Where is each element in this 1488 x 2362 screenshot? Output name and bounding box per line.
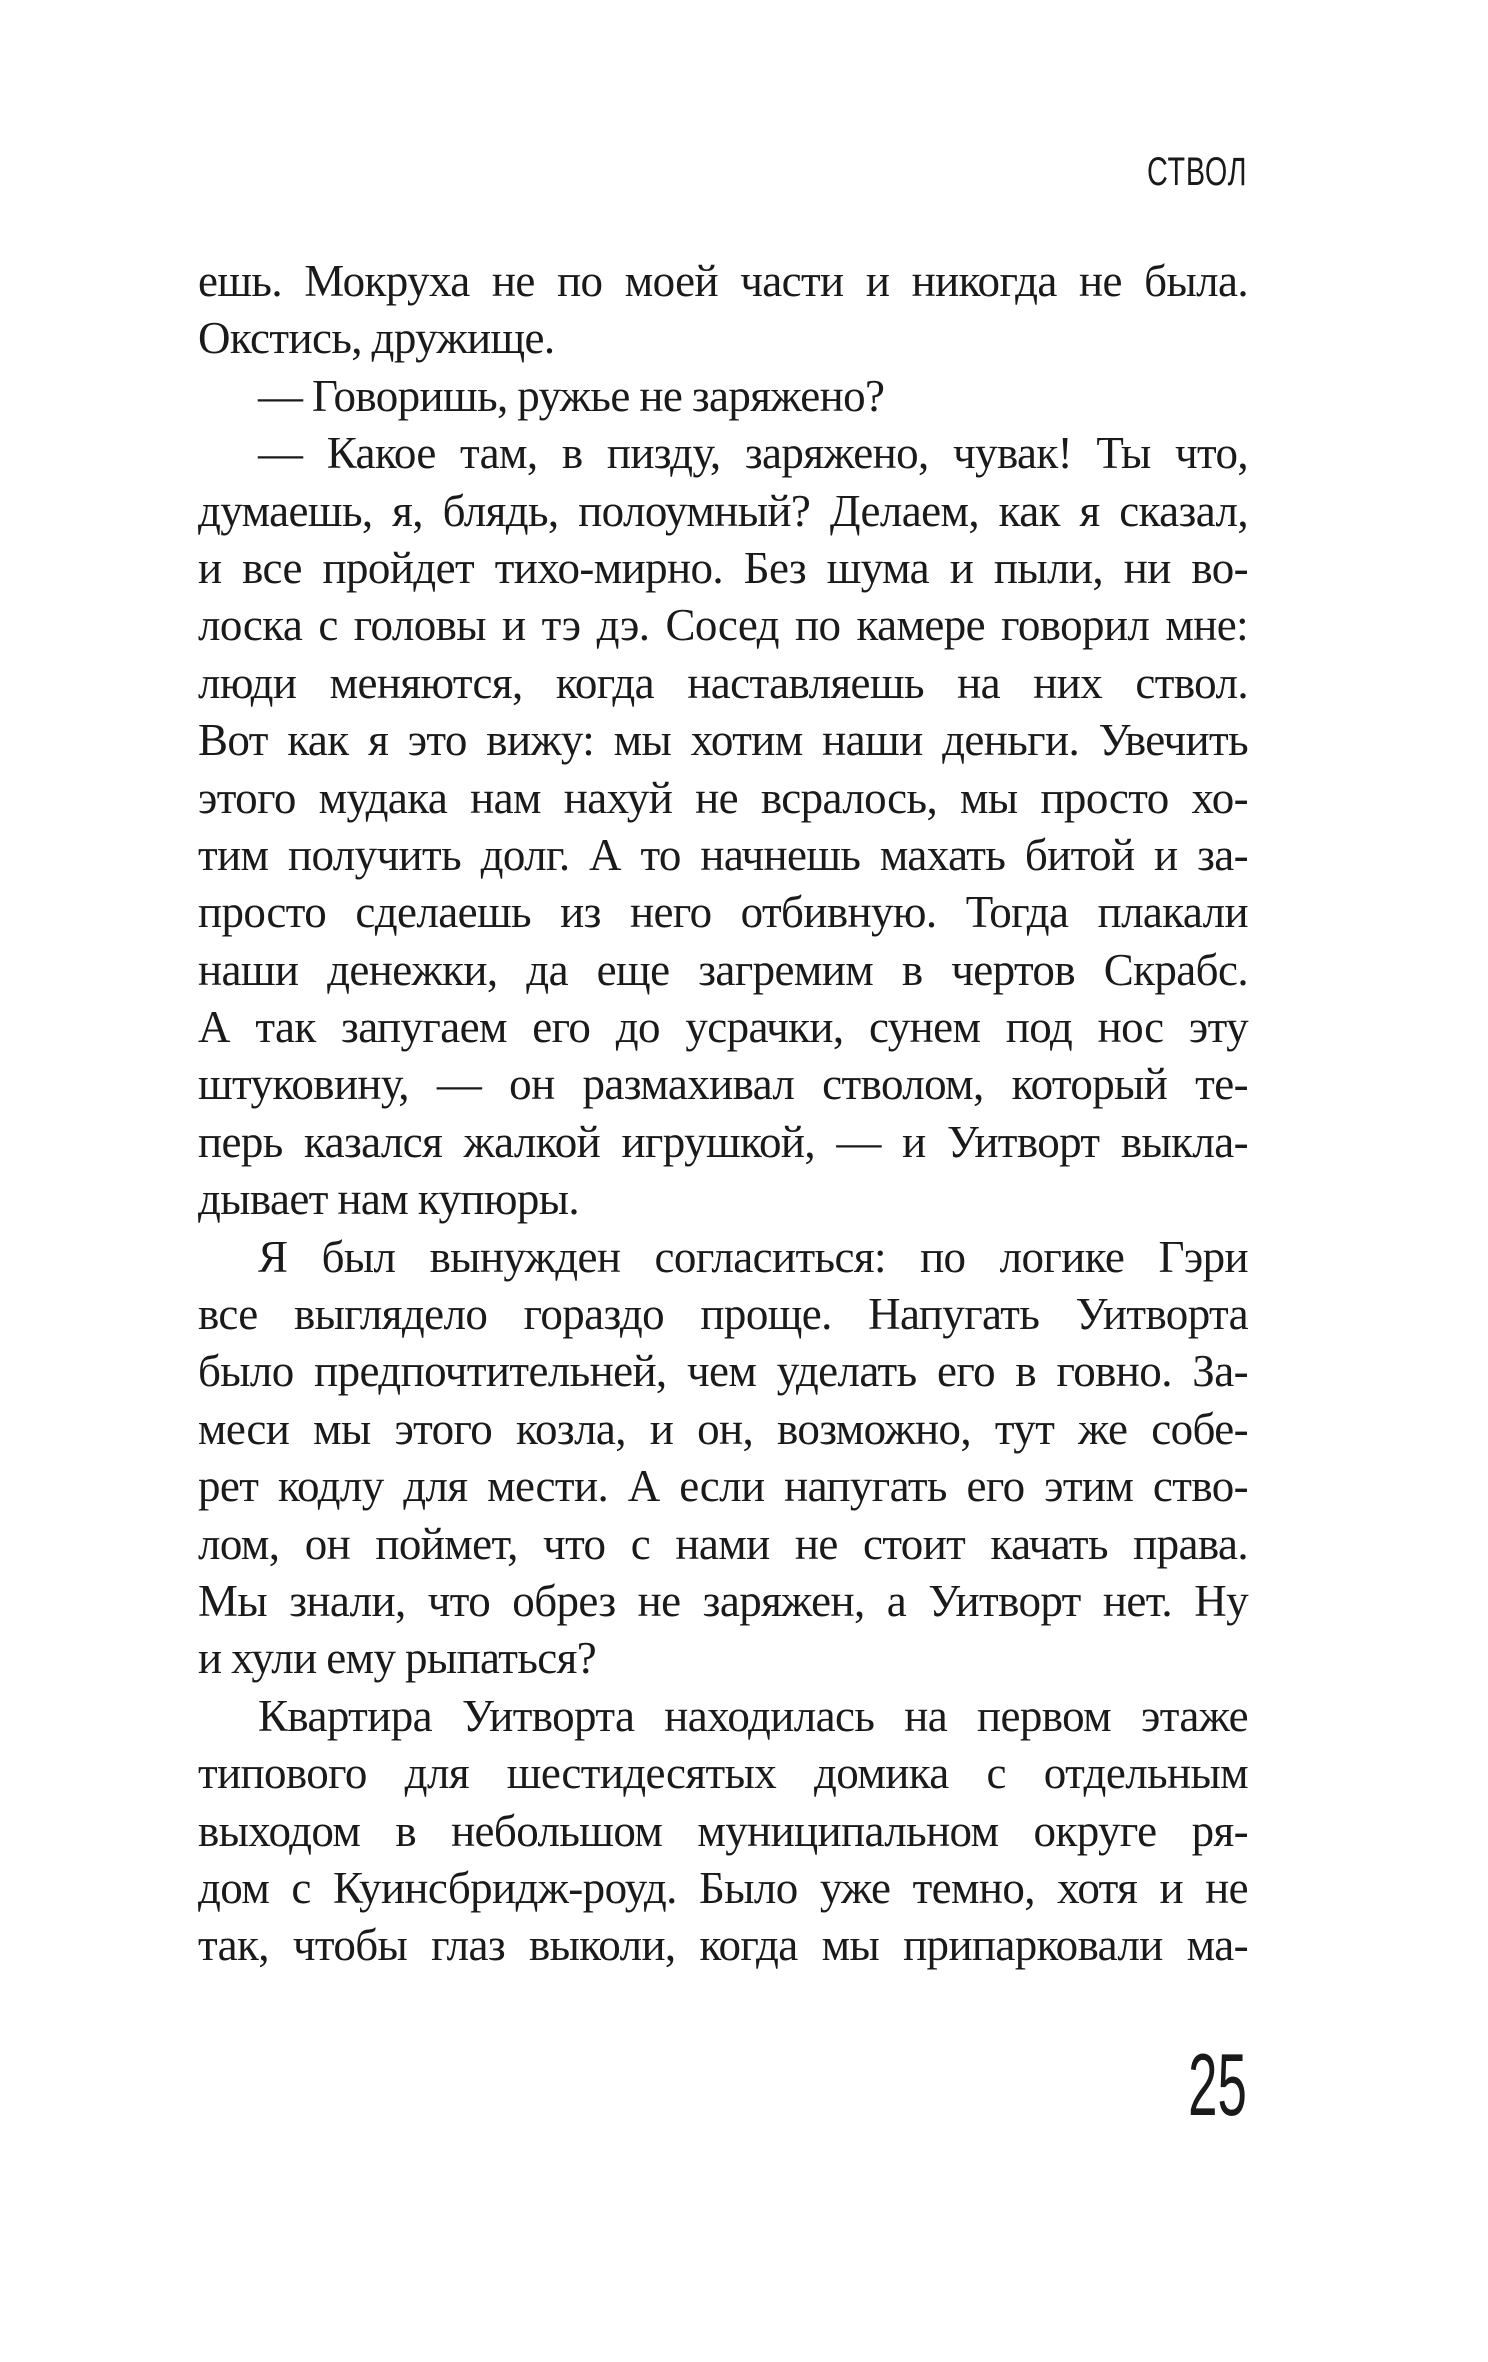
text-line: и все пройдет тихо-мирно. Без шума и пыли, ни во-	[198, 542, 1248, 593]
text-line: — Какое там, в пизду, заряжено, чувак! Ты что,	[258, 428, 1248, 479]
text-line: типового для шестидесятых домика с отдельным	[198, 1748, 1248, 1799]
text-line: лоска с головы и тэ дэ. Сосед по камере говорил мне:	[198, 600, 1248, 651]
text-line: дом с Куинсбридж-роуд. Было уже темно, хотя и не	[198, 1862, 1248, 1913]
text-line: просто сделаешь из него отбивную. Тогда плакали	[198, 887, 1248, 938]
text-line: рет кодлу для мести. А если напугать его этим ство-	[198, 1461, 1248, 1512]
text-line: Я был вынужден согласиться: по логике Гэри	[258, 1231, 1248, 1282]
text-line: люди меняются, когда наставляешь на них ствол.	[198, 657, 1248, 708]
text-line: и хули ему рыпаться?	[198, 1633, 597, 1684]
text-line: было предпочтительней, чем уделать его в говно. За-	[198, 1346, 1248, 1397]
text-line: Мы знали, что обрез не заряжен, а Уитворт нет. Ну	[198, 1575, 1248, 1626]
text-line: штуковину, — он размахивал стволом, который те-	[198, 1059, 1248, 1110]
text-line: тим получить долг. А то начнешь махать битой и за-	[198, 829, 1248, 880]
body-text	[198, 253, 1248, 1975]
text-line: Окстись, дружище.	[198, 313, 555, 364]
running-header: СТВОЛ	[1146, 150, 1247, 194]
text-line: так, чтобы глаз выколи, когда мы припарковали ма-	[198, 1920, 1248, 1971]
text-line: выходом в небольшом муниципальном округе ря-	[198, 1805, 1248, 1856]
page-number: 25	[1188, 2035, 1247, 2134]
text-line: наши денежки, да еще загремим в чертов Скрабс.	[198, 944, 1248, 995]
text-line: дывает нам купюры.	[198, 1174, 580, 1225]
text-line: — Говоришь, ружье не заряжено?	[258, 370, 885, 421]
text-line: перь казался жалкой игрушкой, — и Уитворт выкла-	[198, 1116, 1248, 1167]
text-line: А так запугаем его до усрачки, сунем под нос эту	[198, 1002, 1248, 1053]
text-line: лом, он поймет, что с нами не стоит качать права.	[198, 1518, 1248, 1569]
text-line: меси мы этого козла, и он, возможно, тут же собе-	[198, 1403, 1248, 1454]
text-line: все выглядело гораздо проще. Напугать Уитворта	[198, 1289, 1248, 1340]
text-line: Вот как я это вижу: мы хотим наши деньги. Увечить	[198, 715, 1248, 766]
text-line: думаешь, я, блядь, полоумный? Делаем, как я сказал,	[198, 485, 1248, 536]
text-line: ешь. Мокруха не по моей части и никогда не была.	[198, 256, 1248, 306]
text-line: этого мудака нам нахуй не всралось, мы просто хо-	[198, 772, 1248, 823]
text-line: Квартира Уитворта находилась на первом этаже	[258, 1690, 1248, 1741]
